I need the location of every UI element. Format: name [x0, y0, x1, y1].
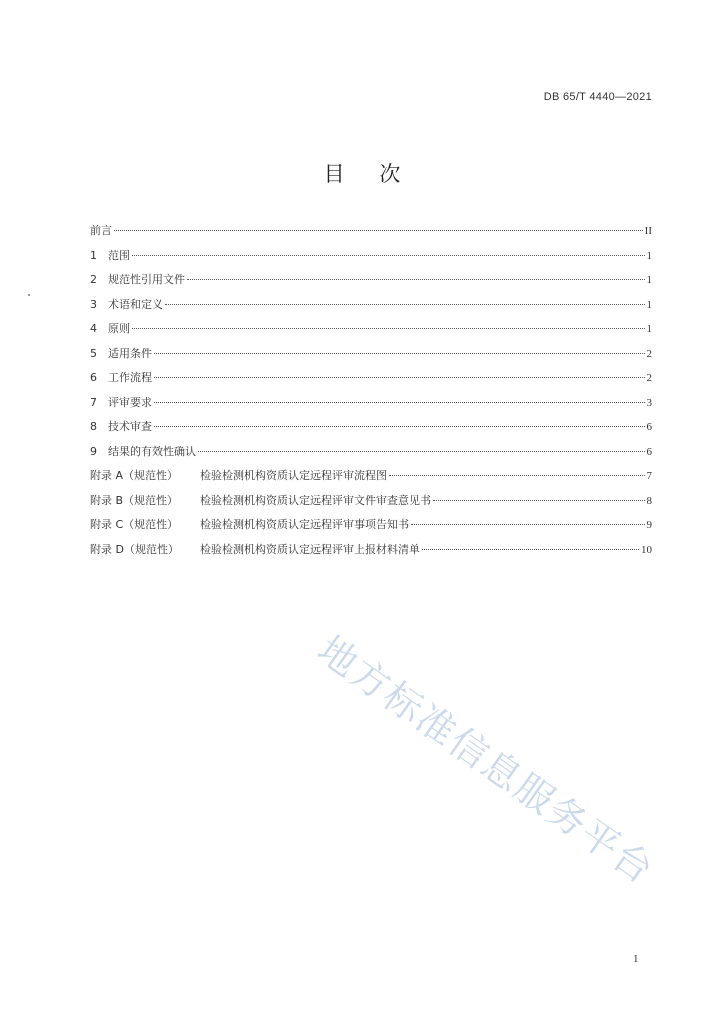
toc-appendix-label: 检验检测机构资质认定远程评审流程图	[200, 469, 387, 482]
toc-entry-number: 7	[90, 395, 97, 409]
toc-entry-page: 2	[646, 347, 652, 360]
watermark: 地方标准信息服务平台	[309, 627, 663, 893]
toc-dot-leader	[114, 230, 643, 231]
toc-appendix-b[interactable]	[90, 492, 652, 517]
table-of-contents	[90, 222, 652, 565]
toc-entry-label: 评审要求	[108, 395, 152, 409]
toc-entry-page: 6	[646, 445, 652, 458]
toc-appendix-prefix: 附录 B（规范性）	[90, 493, 179, 507]
toc-entry-label: 工作流程	[108, 371, 152, 384]
toc-dot-leader	[165, 304, 645, 305]
toc-appendix-d[interactable]	[90, 541, 652, 566]
toc-appendix-a[interactable]	[90, 467, 652, 492]
toc-entry-3[interactable]	[90, 296, 652, 321]
toc-dot-leader	[422, 549, 639, 550]
toc-entry-page: 10	[641, 543, 652, 556]
toc-entry-number: 9	[90, 444, 97, 458]
toc-entry-page: 1	[646, 323, 652, 335]
toc-entry-number: 8	[90, 420, 97, 433]
toc-dot-leader	[198, 451, 645, 452]
toc-appendix-prefix: 附录 C（规范性）	[90, 518, 179, 531]
toc-entry-number: 5	[90, 346, 97, 360]
toc-dot-leader	[154, 377, 645, 378]
toc-entry-number: 1	[90, 248, 97, 262]
standard-code: DB 65/T 4440—2021	[543, 91, 652, 103]
toc-entry-8[interactable]	[90, 418, 652, 443]
toc-entry-page: II	[644, 225, 652, 237]
toc-entry-page: 9	[646, 519, 652, 531]
toc-entry-label: 范围	[108, 248, 130, 262]
scan-speck	[28, 294, 30, 296]
toc-appendix-label: 检验检测机构资质认定远程评审事项告知书	[200, 518, 409, 531]
toc-entry-number: 3	[90, 297, 97, 311]
toc-entry-page: 1	[646, 274, 652, 286]
toc-entry-6[interactable]	[90, 369, 652, 394]
toc-entry-page: 7	[646, 470, 652, 482]
toc-entry-number: 4	[90, 322, 97, 335]
toc-entry-label: 结果的有效性确认	[108, 444, 196, 458]
toc-entry-9[interactable]	[90, 443, 652, 468]
toc-appendix-c[interactable]	[90, 516, 652, 541]
toc-entry-7[interactable]	[90, 394, 652, 419]
toc-dot-leader	[132, 328, 645, 329]
toc-appendix-label: 检验检测机构资质认定远程评审上报材料清单	[200, 542, 420, 556]
toc-appendix-prefix: 附录 D（规范性）	[90, 542, 179, 556]
toc-entry-page: 1	[646, 298, 652, 311]
toc-appendix-label: 检验检测机构资质认定远程评审文件审查意见书	[200, 493, 431, 507]
toc-dot-leader	[187, 279, 645, 280]
toc-dot-leader	[389, 475, 645, 476]
toc-entry-2[interactable]	[90, 271, 652, 296]
toc-dot-leader	[154, 353, 645, 354]
toc-entry-label: 原则	[108, 322, 130, 335]
toc-entry-page: 1	[646, 249, 652, 262]
toc-dot-leader	[154, 402, 645, 403]
page-title: 目 次	[323, 162, 401, 186]
toc-entry-1[interactable]	[90, 247, 652, 272]
toc-entry-page: 8	[646, 494, 652, 507]
toc-dot-leader	[132, 255, 645, 256]
toc-entry-label: 技术审查	[108, 420, 152, 433]
toc-entry-page: 2	[646, 372, 652, 384]
toc-appendix-prefix: 附录 A（规范性）	[90, 469, 179, 482]
toc-entry-number: 6	[90, 371, 97, 384]
page-number: 1	[633, 953, 639, 965]
toc-dot-leader	[411, 524, 645, 525]
toc-entry-foreword[interactable]	[90, 222, 652, 247]
toc-dot-leader	[154, 426, 645, 427]
toc-dot-leader	[433, 500, 645, 501]
toc-entry-label: 适用条件	[108, 346, 152, 360]
toc-entry-5[interactable]	[90, 345, 652, 370]
toc-entry-page: 6	[646, 421, 652, 433]
toc-entry-4[interactable]	[90, 320, 652, 345]
toc-entry-label: 前言	[90, 224, 112, 237]
toc-entry-label: 规范性引用文件	[108, 273, 185, 286]
toc-entry-label: 术语和定义	[108, 297, 163, 311]
toc-entry-number: 2	[90, 273, 97, 286]
toc-entry-page: 3	[646, 396, 652, 409]
